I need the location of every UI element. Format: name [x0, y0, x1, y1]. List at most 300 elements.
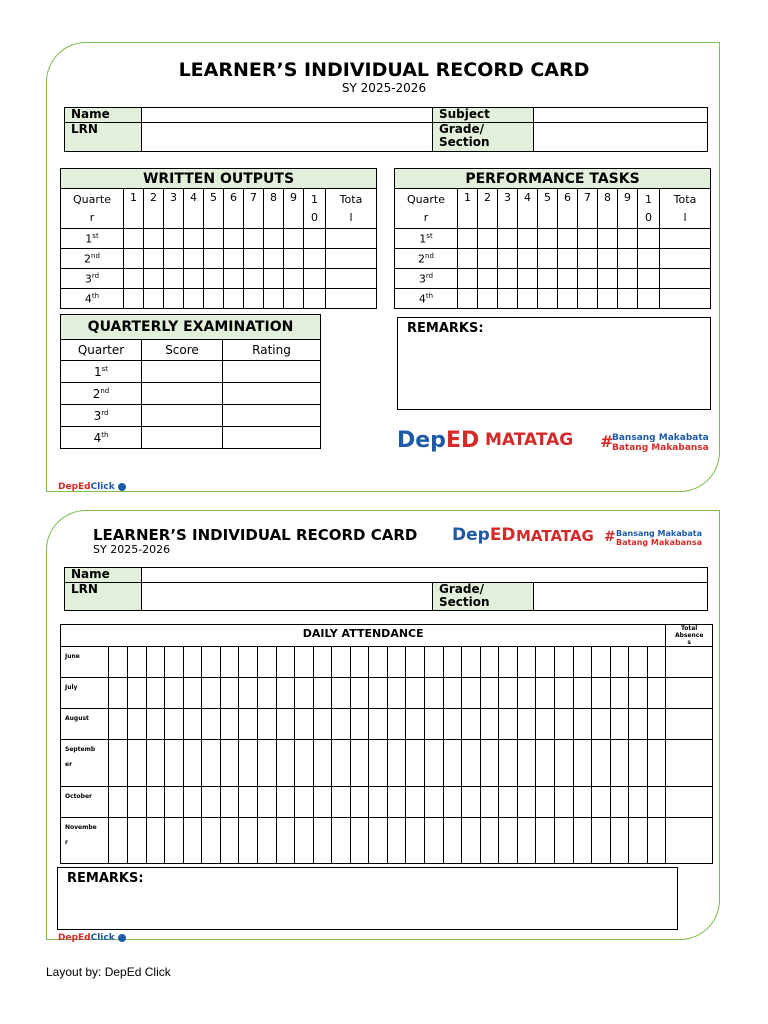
attendance-day-cell[interactable]	[629, 678, 648, 709]
attendance-day-cell[interactable]	[332, 740, 351, 787]
attendance-day-cell[interactable]	[165, 647, 184, 678]
written_outputs-score-cell[interactable]	[244, 269, 264, 289]
attendance-day-cell[interactable]	[128, 678, 147, 709]
attendance-day-cell[interactable]	[220, 678, 239, 709]
attendance-day-cell[interactable]	[462, 787, 481, 818]
attendance-day-cell[interactable]	[332, 818, 351, 864]
attendance-day-cell[interactable]	[480, 709, 499, 740]
performance_tasks-score-cell[interactable]	[538, 249, 558, 269]
attendance-day-cell[interactable]	[202, 818, 221, 864]
attendance-day-cell[interactable]	[276, 678, 295, 709]
attendance-day-cell[interactable]	[517, 787, 536, 818]
card1-school-year: SY 2025-2026	[341, 81, 427, 95]
attendance-day-cell[interactable]	[109, 678, 128, 709]
attendance-day-cell[interactable]	[220, 787, 239, 818]
attendance-day-cell[interactable]	[257, 647, 276, 678]
attendance-day-cell[interactable]	[350, 740, 369, 787]
attendance-day-cell[interactable]	[183, 647, 202, 678]
attendance-day-cell[interactable]	[592, 787, 611, 818]
performance_tasks-score-cell[interactable]	[538, 269, 558, 289]
attendance-day-cell[interactable]	[146, 709, 165, 740]
performance_tasks-score-cell[interactable]	[518, 249, 538, 269]
performance_tasks-score-cell[interactable]	[518, 289, 538, 309]
attendance-day-cell[interactable]	[332, 709, 351, 740]
attendance-day-cell[interactable]	[295, 709, 314, 740]
attendance-day-cell[interactable]	[406, 740, 425, 787]
attendance-day-cell[interactable]	[610, 818, 629, 864]
attendance-day-cell[interactable]	[109, 787, 128, 818]
performance_tasks-score-cell[interactable]	[660, 229, 711, 249]
qe-rating-cell[interactable]	[223, 405, 321, 427]
attendance-day-cell[interactable]	[369, 709, 388, 740]
attendance-day-cell[interactable]	[443, 740, 462, 787]
attendance-day-cell[interactable]	[406, 709, 425, 740]
performance_tasks-score-cell[interactable]	[598, 229, 618, 249]
attendance-day-cell[interactable]	[592, 740, 611, 787]
attendance-day-cell[interactable]	[313, 740, 332, 787]
attendance-day-cell[interactable]	[183, 740, 202, 787]
attendance-day-cell[interactable]	[406, 678, 425, 709]
attendance-day-cell[interactable]	[387, 678, 406, 709]
attendance-day-cell[interactable]	[183, 709, 202, 740]
attendance-day-cell[interactable]	[202, 678, 221, 709]
written_outputs-score-cell[interactable]	[244, 289, 264, 309]
written_outputs-score-cell[interactable]	[304, 289, 326, 309]
performance_tasks-score-cell[interactable]	[558, 269, 578, 289]
written_outputs-score-cell[interactable]	[284, 269, 304, 289]
performance_tasks-score-cell[interactable]	[638, 289, 660, 309]
performance_tasks-score-cell[interactable]	[578, 269, 598, 289]
written_outputs-score-cell[interactable]	[144, 269, 164, 289]
attendance-day-cell[interactable]	[573, 709, 592, 740]
written_outputs-score-cell[interactable]	[244, 229, 264, 249]
attendance-day-cell[interactable]	[406, 647, 425, 678]
performance_tasks-score-cell[interactable]	[558, 229, 578, 249]
subject-label: Subject	[433, 108, 534, 123]
attendance-day-cell[interactable]	[610, 709, 629, 740]
attendance-day-cell[interactable]	[313, 787, 332, 818]
attendance-day-cell[interactable]	[573, 647, 592, 678]
attendance-day-cell[interactable]	[480, 740, 499, 787]
subject-field[interactable]	[534, 108, 708, 123]
attendance-day-cell[interactable]	[369, 740, 388, 787]
performance_tasks-score-cell[interactable]	[518, 269, 538, 289]
attendance-day-cell[interactable]	[554, 787, 573, 818]
written_outputs-score-cell[interactable]	[244, 249, 264, 269]
attendance-day-cell[interactable]	[295, 818, 314, 864]
attendance-day-cell[interactable]	[573, 787, 592, 818]
written_outputs-score-cell[interactable]	[284, 229, 304, 249]
written_outputs-score-cell[interactable]	[304, 229, 326, 249]
performance_tasks-score-cell[interactable]	[618, 229, 638, 249]
written_outputs-score-cell[interactable]	[204, 289, 224, 309]
written_outputs-score-cell[interactable]	[264, 289, 284, 309]
total-absences-cell[interactable]	[666, 818, 713, 864]
written_outputs-score-cell[interactable]	[264, 269, 284, 289]
performance_tasks-score-cell[interactable]	[498, 269, 518, 289]
written_outputs-score-cell[interactable]	[144, 229, 164, 249]
written_outputs-score-cell[interactable]	[304, 269, 326, 289]
performance_tasks-score-cell[interactable]	[458, 249, 478, 269]
attendance-day-cell[interactable]	[629, 818, 648, 864]
attendance-day-cell[interactable]	[499, 709, 518, 740]
attendance-day-cell[interactable]	[350, 818, 369, 864]
attendance-day-cell[interactable]	[313, 818, 332, 864]
attendance-day-cell[interactable]	[592, 647, 611, 678]
card2-school-year: SY 2025-2026	[93, 543, 171, 556]
attendance-day-cell[interactable]	[629, 740, 648, 787]
attendance-day-cell[interactable]	[406, 787, 425, 818]
attendance-day-cell[interactable]	[499, 818, 518, 864]
attendance-day-cell[interactable]	[647, 709, 666, 740]
written_outputs-score-cell[interactable]	[184, 269, 204, 289]
attendance-day-cell[interactable]	[146, 647, 165, 678]
written_outputs-score-cell[interactable]	[124, 289, 144, 309]
attendance-day-cell[interactable]	[239, 709, 258, 740]
attendance-day-cell[interactable]	[128, 740, 147, 787]
attendance-day-cell[interactable]	[425, 740, 444, 787]
performance_tasks-score-cell[interactable]	[478, 249, 498, 269]
performance_tasks-score-cell[interactable]	[558, 289, 578, 309]
attendance-day-cell[interactable]	[165, 787, 184, 818]
lrn-field-2[interactable]	[142, 583, 433, 611]
attendance-day-cell[interactable]	[425, 678, 444, 709]
attendance-day-cell[interactable]	[109, 818, 128, 864]
attendance-day-cell[interactable]	[257, 818, 276, 864]
attendance-day-cell[interactable]	[462, 740, 481, 787]
attendance-day-cell[interactable]	[128, 818, 147, 864]
total-absences-cell[interactable]	[666, 647, 713, 678]
attendance-day-cell[interactable]	[499, 647, 518, 678]
total-absences-cell[interactable]	[666, 740, 713, 787]
attendance-day-cell[interactable]	[239, 787, 258, 818]
attendance-day-cell[interactable]	[183, 787, 202, 818]
attendance-day-cell[interactable]	[499, 678, 518, 709]
performance_tasks-score-cell[interactable]	[618, 269, 638, 289]
attendance-day-cell[interactable]	[443, 647, 462, 678]
attendance-day-cell[interactable]	[610, 787, 629, 818]
performance_tasks-header-col: 7	[578, 189, 598, 229]
attendance-day-cell[interactable]	[517, 647, 536, 678]
attendance-day-cell[interactable]	[350, 787, 369, 818]
attendance-day-cell[interactable]	[517, 740, 536, 787]
attendance-day-cell[interactable]	[109, 647, 128, 678]
attendance-day-cell[interactable]	[350, 709, 369, 740]
performance_tasks-score-cell[interactable]	[558, 249, 578, 269]
qe-rating-cell[interactable]	[223, 361, 321, 383]
written_outputs-score-cell[interactable]	[304, 249, 326, 269]
attendance-day-cell[interactable]	[554, 818, 573, 864]
performance_tasks-score-cell[interactable]	[498, 229, 518, 249]
attendance-day-cell[interactable]	[128, 709, 147, 740]
attendance-day-cell[interactable]	[128, 787, 147, 818]
attendance-day-cell[interactable]	[387, 787, 406, 818]
qe-header-rating: Rating	[223, 340, 321, 361]
attendance-day-cell[interactable]	[629, 647, 648, 678]
written_outputs-score-cell[interactable]	[224, 229, 244, 249]
attendance-day-cell[interactable]	[202, 740, 221, 787]
performance_tasks-score-cell[interactable]	[458, 229, 478, 249]
qe-score-cell[interactable]	[142, 405, 223, 427]
attendance-day-cell[interactable]	[499, 787, 518, 818]
attendance-day-cell[interactable]	[276, 647, 295, 678]
attendance-day-cell[interactable]	[295, 787, 314, 818]
attendance-day-cell[interactable]	[387, 647, 406, 678]
attendance-day-cell[interactable]	[647, 818, 666, 864]
attendance-day-cell[interactable]	[647, 787, 666, 818]
performance_tasks-score-cell[interactable]	[638, 269, 660, 289]
attendance-day-cell[interactable]	[462, 678, 481, 709]
attendance-day-cell[interactable]	[220, 818, 239, 864]
attendance-day-cell[interactable]	[480, 647, 499, 678]
attendance-day-cell[interactable]	[239, 740, 258, 787]
written_outputs-score-cell[interactable]	[124, 229, 144, 249]
attendance-day-cell[interactable]	[257, 709, 276, 740]
attendance-day-cell[interactable]	[146, 818, 165, 864]
performance_tasks-header-col: 6	[558, 189, 578, 229]
attendance-day-cell[interactable]	[573, 740, 592, 787]
attendance-day-cell[interactable]	[480, 787, 499, 818]
attendance-day-cell[interactable]	[425, 647, 444, 678]
attendance-day-cell[interactable]	[165, 709, 184, 740]
attendance-day-cell[interactable]	[610, 647, 629, 678]
attendance-day-cell[interactable]	[629, 787, 648, 818]
written_outputs-header-col: 1 0	[304, 189, 326, 229]
performance_tasks-score-cell[interactable]	[660, 289, 711, 309]
written_outputs-score-cell[interactable]	[284, 249, 304, 269]
attendance-day-cell[interactable]	[146, 740, 165, 787]
attendance-day-cell[interactable]	[313, 647, 332, 678]
grade-section-field[interactable]	[534, 123, 708, 152]
attendance-day-cell[interactable]	[276, 818, 295, 864]
performance_tasks-score-cell[interactable]	[538, 289, 558, 309]
attendance-day-cell[interactable]	[369, 678, 388, 709]
performance_tasks-score-cell[interactable]	[618, 289, 638, 309]
attendance-day-cell[interactable]	[220, 647, 239, 678]
written_outputs-score-cell[interactable]	[326, 249, 377, 269]
attendance-day-cell[interactable]	[369, 647, 388, 678]
attendance-day-cell[interactable]	[443, 787, 462, 818]
performance_tasks-score-cell[interactable]	[618, 249, 638, 269]
written_outputs-score-cell[interactable]	[224, 249, 244, 269]
written_outputs-score-cell[interactable]	[284, 289, 304, 309]
attendance-day-cell[interactable]	[610, 678, 629, 709]
written_outputs-score-cell[interactable]	[124, 249, 144, 269]
card2-remarks-box[interactable]	[57, 867, 678, 930]
performance_tasks-score-cell[interactable]	[638, 229, 660, 249]
attendance-day-cell[interactable]	[610, 740, 629, 787]
performance_tasks-score-cell[interactable]	[598, 289, 618, 309]
attendance-day-cell[interactable]	[462, 709, 481, 740]
attendance-day-cell[interactable]	[517, 678, 536, 709]
written_outputs-score-cell[interactable]	[184, 289, 204, 309]
attendance-day-cell[interactable]	[239, 678, 258, 709]
attendance-day-cell[interactable]	[554, 678, 573, 709]
attendance-day-cell[interactable]	[109, 740, 128, 787]
written_outputs-score-cell[interactable]	[144, 249, 164, 269]
attendance-day-cell[interactable]	[146, 787, 165, 818]
total-absences-cell[interactable]	[666, 709, 713, 740]
attendance-day-cell[interactable]	[387, 818, 406, 864]
performance_tasks-score-cell[interactable]	[498, 249, 518, 269]
attendance-day-cell[interactable]	[480, 818, 499, 864]
attendance-day-cell[interactable]	[647, 740, 666, 787]
performance_tasks-score-cell[interactable]	[458, 269, 478, 289]
card1-remarks-box[interactable]	[397, 317, 711, 410]
written_outputs-score-cell[interactable]	[164, 229, 184, 249]
attendance-day-cell[interactable]	[517, 818, 536, 864]
attendance-day-cell[interactable]	[425, 818, 444, 864]
attendance-day-cell[interactable]	[369, 818, 388, 864]
attendance-day-cell[interactable]	[554, 647, 573, 678]
written_outputs-score-cell[interactable]	[164, 269, 184, 289]
attendance-day-cell[interactable]	[517, 709, 536, 740]
attendance-day-cell[interactable]	[592, 678, 611, 709]
attendance-day-cell[interactable]	[183, 818, 202, 864]
name-field-2[interactable]	[142, 568, 708, 583]
qe-score-cell[interactable]	[142, 383, 223, 405]
performance_tasks-score-cell[interactable]	[578, 229, 598, 249]
qe-score-cell[interactable]	[142, 361, 223, 383]
attendance-day-cell[interactable]	[592, 818, 611, 864]
attendance-day-cell[interactable]	[350, 647, 369, 678]
attendance-day-cell[interactable]	[202, 647, 221, 678]
written_outputs-score-cell[interactable]	[184, 249, 204, 269]
written_outputs-score-cell[interactable]	[326, 269, 377, 289]
attendance-day-cell[interactable]	[554, 740, 573, 787]
attendance-day-cell[interactable]	[462, 818, 481, 864]
performance_tasks-score-cell[interactable]	[498, 289, 518, 309]
attendance-day-cell[interactable]	[536, 709, 555, 740]
attendance-day-cell[interactable]	[295, 740, 314, 787]
written_outputs-score-cell[interactable]	[144, 289, 164, 309]
written_outputs-score-cell[interactable]	[204, 269, 224, 289]
performance_tasks-score-cell[interactable]	[660, 249, 711, 269]
attendance-day-cell[interactable]	[239, 647, 258, 678]
attendance-day-cell[interactable]	[480, 678, 499, 709]
grade-section-field-2[interactable]	[534, 583, 708, 611]
attendance-day-cell[interactable]	[406, 818, 425, 864]
attendance-day-cell[interactable]	[257, 678, 276, 709]
attendance-day-cell[interactable]	[554, 709, 573, 740]
attendance-day-cell[interactable]	[276, 787, 295, 818]
attendance-day-cell[interactable]	[647, 647, 666, 678]
performance_tasks-score-cell[interactable]	[518, 229, 538, 249]
attendance-day-cell[interactable]	[350, 678, 369, 709]
written_outputs-score-cell[interactable]	[326, 289, 377, 309]
performance_tasks-score-cell[interactable]	[578, 249, 598, 269]
written_outputs-score-cell[interactable]	[204, 249, 224, 269]
qe-score-cell[interactable]	[142, 427, 223, 449]
attendance-day-cell[interactable]	[536, 787, 555, 818]
attendance-day-cell[interactable]	[295, 678, 314, 709]
performance_tasks-score-cell[interactable]	[598, 249, 618, 269]
attendance-day-cell[interactable]	[462, 647, 481, 678]
attendance-day-cell[interactable]	[257, 787, 276, 818]
total-absences-cell[interactable]	[666, 787, 713, 818]
performance_tasks-score-cell[interactable]	[478, 289, 498, 309]
written_outputs-score-cell[interactable]	[264, 249, 284, 269]
attendance-day-cell[interactable]	[295, 647, 314, 678]
written_outputs-score-cell[interactable]	[124, 269, 144, 289]
attendance-day-cell[interactable]	[165, 818, 184, 864]
written_outputs-score-cell[interactable]	[164, 249, 184, 269]
performance_tasks-score-cell[interactable]	[478, 269, 498, 289]
attendance-day-cell[interactable]	[202, 787, 221, 818]
attendance-day-cell[interactable]	[239, 818, 258, 864]
written_outputs-score-cell[interactable]	[164, 289, 184, 309]
attendance-day-cell[interactable]	[629, 709, 648, 740]
written_outputs-score-cell[interactable]	[184, 229, 204, 249]
attendance-day-cell[interactable]	[109, 709, 128, 740]
performance_tasks-score-cell[interactable]	[578, 289, 598, 309]
performance_tasks-score-cell[interactable]	[660, 269, 711, 289]
attendance-day-cell[interactable]	[443, 709, 462, 740]
written_outputs-header-col: 6	[224, 189, 244, 229]
name-field[interactable]	[142, 108, 433, 123]
attendance-day-cell[interactable]	[146, 678, 165, 709]
total-absences-cell[interactable]	[666, 678, 713, 709]
attendance-day-cell[interactable]	[443, 678, 462, 709]
attendance-day-cell[interactable]	[592, 709, 611, 740]
written_outputs-score-cell[interactable]	[204, 229, 224, 249]
attendance-day-cell[interactable]	[165, 678, 184, 709]
card1-title: LEARNER’S INDIVIDUAL RECORD CARD	[178, 59, 590, 81]
lrn-field[interactable]	[142, 123, 433, 152]
written_outputs-score-cell[interactable]	[224, 289, 244, 309]
written_outputs-score-cell[interactable]	[326, 229, 377, 249]
performance_tasks-score-cell[interactable]	[538, 229, 558, 249]
performance_tasks-score-cell[interactable]	[638, 249, 660, 269]
attendance-day-cell[interactable]	[536, 678, 555, 709]
written_outputs-score-cell[interactable]	[264, 229, 284, 249]
attendance-day-cell[interactable]	[313, 678, 332, 709]
attendance-day-cell[interactable]	[387, 740, 406, 787]
attendance-day-cell[interactable]	[536, 740, 555, 787]
attendance-day-cell[interactable]	[313, 709, 332, 740]
attendance-day-cell[interactable]	[128, 647, 147, 678]
attendance-day-cell[interactable]	[387, 709, 406, 740]
written_outputs-score-cell[interactable]	[224, 269, 244, 289]
performance_tasks-score-cell[interactable]	[598, 269, 618, 289]
attendance-day-cell[interactable]	[573, 678, 592, 709]
performance_tasks-score-cell[interactable]	[458, 289, 478, 309]
attendance-day-cell[interactable]	[220, 740, 239, 787]
attendance-day-cell[interactable]	[332, 647, 351, 678]
attendance-day-cell[interactable]	[276, 740, 295, 787]
attendance-day-cell[interactable]	[332, 787, 351, 818]
attendance-day-cell[interactable]	[536, 818, 555, 864]
attendance-day-cell[interactable]	[276, 709, 295, 740]
attendance-day-cell[interactable]	[443, 818, 462, 864]
attendance-day-cell[interactable]	[183, 678, 202, 709]
attendance-day-cell[interactable]	[165, 740, 184, 787]
attendance-day-cell[interactable]	[425, 709, 444, 740]
attendance-day-cell[interactable]	[220, 709, 239, 740]
attendance-day-cell[interactable]	[332, 678, 351, 709]
attendance-day-cell[interactable]	[425, 787, 444, 818]
attendance-day-cell[interactable]	[202, 709, 221, 740]
attendance-day-cell[interactable]	[573, 818, 592, 864]
attendance-day-cell[interactable]	[499, 740, 518, 787]
qe-rating-cell[interactable]	[223, 427, 321, 449]
attendance-day-cell[interactable]	[257, 740, 276, 787]
attendance-day-cell[interactable]	[536, 647, 555, 678]
attendance-day-cell[interactable]	[647, 678, 666, 709]
attendance-day-cell[interactable]	[369, 787, 388, 818]
performance_tasks-score-cell[interactable]	[478, 229, 498, 249]
qe-rating-cell[interactable]	[223, 383, 321, 405]
